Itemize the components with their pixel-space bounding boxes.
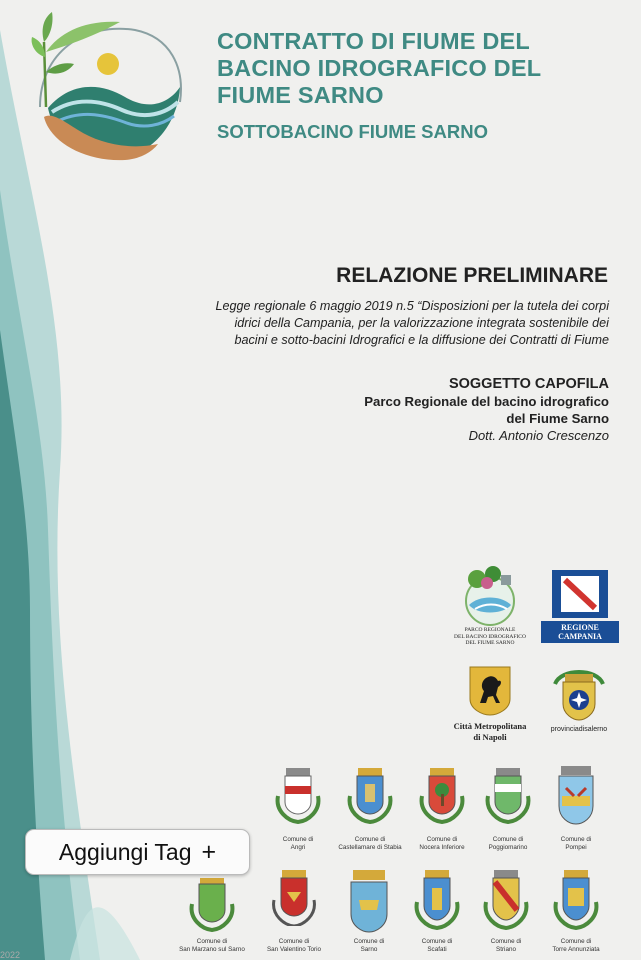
comune-name: Nocera Inferiore: [419, 843, 465, 851]
lead-entity-name: del Fiume Sarno: [506, 411, 609, 426]
comune-prefix: Comune di: [421, 938, 453, 945]
comune-prefix: Comune di: [560, 938, 592, 945]
comune-prefix: Comune di: [353, 938, 385, 945]
comune-name: Poggiomarino: [488, 843, 528, 851]
comune-label: [330, 836, 410, 851]
comune-name: Striano: [496, 945, 516, 953]
citta-label: di Napoli: [473, 732, 507, 742]
comune-label: [397, 938, 477, 953]
provincia-crest-icon: [551, 662, 607, 724]
law-reference: [169, 298, 609, 349]
comune-name: Castellamare di Stabia: [338, 843, 402, 851]
title-line: CONTRATTO DI FIUME DEL: [217, 28, 530, 54]
park-emblem-icon: [457, 565, 523, 627]
comune-name: Pompei: [565, 843, 587, 851]
comune-prefix: Comune di: [490, 938, 522, 945]
regione-label: REGIONE CAMPANIA: [541, 621, 619, 643]
crest-poggiomarino-icon: [483, 766, 533, 826]
comune-label: [466, 938, 546, 953]
title-line: FIUME SARNO: [217, 82, 384, 108]
crest-pompei-icon: [556, 766, 596, 828]
comune-name: Torre Annunziata: [552, 945, 600, 953]
provincia-salerno-logo: [543, 662, 615, 733]
add-tag-label: Aggiungi Tag: [58, 838, 192, 865]
comune-name: Sarno: [360, 945, 378, 953]
crest-striano-icon: [481, 870, 531, 932]
document-title: [217, 28, 541, 109]
regione-campania-logo: [541, 570, 619, 643]
plus-icon: +: [201, 837, 217, 866]
comune-label: [258, 836, 338, 851]
river-contract-logo: [30, 12, 190, 167]
crest-sarno-icon: [349, 870, 389, 934]
provincia-label: provinciadisalerno: [550, 726, 608, 733]
comune-prefix: Comune di: [354, 836, 386, 843]
footer-text: 2022: [0, 950, 21, 960]
comune-label: [536, 938, 616, 953]
lead-entity-person: Dott. Antonio Crescenzo: [468, 428, 609, 443]
comune-prefix: Comune di: [196, 938, 228, 945]
comune-prefix: Comune di: [492, 836, 524, 843]
lead-entity-heading: SOGGETTO CAPOFILA: [448, 376, 609, 392]
law-line: idrici della Campania, per la valorizzazione integrata sostenibile dei: [234, 316, 609, 330]
comune-prefix: Comune di: [426, 836, 458, 843]
parco-logo: [450, 565, 530, 647]
comune-name: San Valentino Torio: [266, 945, 322, 953]
comune-label: [536, 836, 616, 851]
document-subtitle: SOTTOBACINO FIUME SARNO: [217, 121, 488, 142]
title-line: BACINO IDROGRAFICO DEL: [217, 55, 542, 81]
crest-san-valentino-icon: [269, 870, 319, 926]
regione-emblem-icon: [552, 570, 608, 618]
crest-san-marzano-icon: [187, 878, 237, 934]
lead-entity-name: Parco Regionale del bacino idrografico: [364, 394, 609, 409]
law-line: Legge regionale 6 maggio 2019 n.5 “Disposizioni per la tutela dei corpi: [215, 299, 609, 313]
comune-label: [172, 938, 252, 953]
comune-name: San Marzano sul Sarno: [179, 945, 245, 953]
horse-shield-icon: [468, 665, 512, 717]
parco-label: DEL BACINO IDROGRAFICO: [454, 633, 526, 640]
comune-name: Scafati: [427, 945, 447, 953]
citta-metropolitana-logo: [440, 665, 540, 743]
comune-name: Angri: [290, 843, 306, 851]
add-tag-button[interactable]: [25, 829, 250, 875]
comune-label: [254, 938, 334, 953]
comune-prefix: Comune di: [560, 836, 592, 843]
parco-label: DEL FIUME SARNO: [465, 640, 515, 646]
crest-scafati-icon: [412, 870, 462, 932]
crest-castellammare-icon: [345, 766, 395, 826]
comune-prefix: Comune di: [278, 938, 310, 945]
law-line: bacini e sotto-bacini Idrografici e la diffusione dei Contratti di Fiume: [234, 333, 609, 347]
crest-nocera-icon: [417, 766, 467, 826]
crest-angri-icon: [273, 766, 323, 826]
crest-torre-annunziata-icon: [551, 870, 601, 932]
report-title: RELAZIONE PRELIMINARE: [336, 264, 608, 287]
comune-prefix: Comune di: [282, 836, 314, 843]
lead-entity-block: [364, 375, 609, 445]
parco-label: PARCO REGIONALE: [464, 627, 516, 633]
citta-label: Città Metropolitana: [453, 721, 527, 731]
